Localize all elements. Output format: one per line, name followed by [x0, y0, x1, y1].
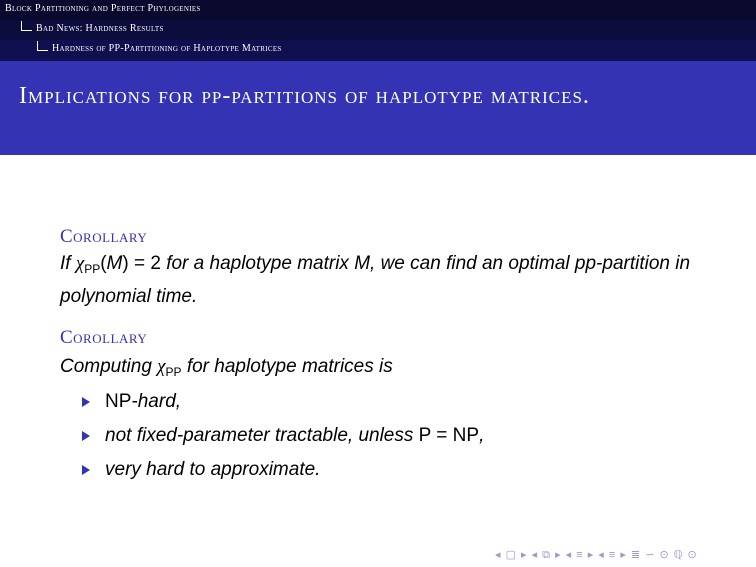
triangle-bullet-icon [82, 465, 90, 475]
header-bar [0, 0, 756, 61]
corollary-2-list [80, 388, 484, 490]
corollary-1-text-b: , we can find an optimal pp-partition in polynomial time. [60, 253, 691, 307]
corollary-1-body [60, 250, 720, 311]
matrix-variable: M [354, 253, 371, 274]
tree-connector-icon [37, 41, 48, 51]
frame-title-bar [0, 61, 756, 155]
value-two: 2 [150, 253, 161, 274]
header-section[interactable]: Block Partitioning and Perfect Phylogenies [5, 3, 201, 14]
equals-sign: = [128, 253, 151, 274]
chi-subscript: PP [84, 262, 101, 276]
triangle-bullet-icon [82, 431, 90, 441]
paren-open: ( [100, 253, 107, 274]
bullet-text: not fixed-parameter tractable, unless [105, 425, 419, 446]
corollary-2-lead-text: Computing [60, 356, 158, 377]
np-class: NP [105, 391, 132, 412]
equals-sign: = [431, 425, 453, 446]
np-class: NP [452, 425, 480, 446]
list-item [80, 422, 484, 456]
chi-symbol: χ [75, 253, 85, 274]
triangle-bullet-icon [82, 397, 90, 407]
corollary-1-text-a: for a haplotype matrix [160, 253, 355, 274]
chi-subscript: PP [165, 365, 182, 379]
bullet-tail: , [479, 425, 485, 446]
corollary-2-lead-rest: for haplotype matrices is [181, 356, 393, 377]
chi-symbol: χ [157, 356, 166, 377]
matrix-variable: M [106, 253, 123, 274]
corollary-2-title: Corollary [60, 327, 148, 348]
paren-close: ) [122, 253, 129, 274]
bullet-text: -hard, [131, 391, 182, 412]
corollary-1-if: If [60, 253, 71, 274]
p-class: P [418, 425, 432, 446]
tree-connector-icon [21, 21, 32, 31]
corollary-2-lead [60, 353, 720, 386]
beamer-navigation-icons[interactable]: ◂ ▢ ▸ ◂ ⧉ ▸ ◂ ≡ ▸ ◂ ≡ ▸ ≣ ∽ ⊙ ℚ ⊙ [495, 549, 698, 561]
header-subsubsection[interactable]: Hardness of PP-Partitioning of Haplotype Matrices [52, 43, 282, 54]
header-subsection[interactable]: Bad News: Hardness Results [36, 23, 164, 34]
bullet-text: very hard to approximate. [105, 459, 321, 480]
frame-title: Implications for pp-partitions of haplotype matrices. [19, 83, 590, 109]
list-item [80, 456, 484, 490]
corollary-1-title: Corollary [60, 226, 148, 247]
list-item [80, 388, 484, 422]
